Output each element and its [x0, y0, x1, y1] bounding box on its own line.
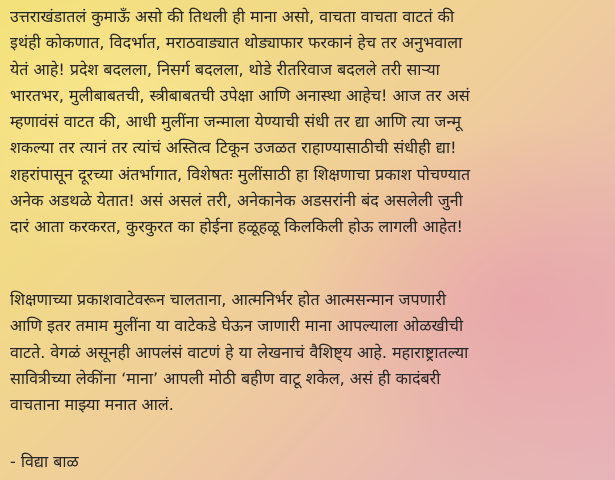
text-line: दारं आता करकरत, कुरकुरत का होईना हळूहळू किलकिली होऊ लागली आहेत!	[10, 217, 463, 237]
text-line: वाटते. वेगळं असूनही आपलंसं वाटणं हे या लेखनाचं वैशिष्ट्य आहे. महाराष्ट्रातल्या	[10, 342, 469, 362]
text-line: वाचताना माझ्या मनात आलं.	[10, 395, 174, 415]
text-line: सावित्रीच्या लेकींना ‘माना’ आपली मोठी बहीण वाटू शकेल, असं ही कादंबरी	[10, 368, 441, 388]
text-line: शकल्या तर त्यानं तर त्यांचं अस्तित्व टिकून उजळत राहाण्यासाठीची संधीही द्या!	[10, 138, 457, 158]
text-line: आणि इतर तमाम मुलींना या वाटेकडे घेऊन जाणारी माना आपल्याला ओळखीची	[10, 316, 464, 336]
text-line: उत्तराखंडातलं कुमाऊँ असो की तिथली ही माना असो, वाचता वाचता वाटतं की	[10, 7, 455, 26]
author-signature: - विद्या बाळ	[10, 452, 79, 471]
paragraph-2	[10, 287, 610, 418]
text-line: अनेक अडथळे येतात! असं असलं तरी, अनेकानेक अडसरांनी बंद असलेली जुनी	[10, 191, 463, 211]
text-line: शहरांपासून दूरच्या अंतर्भागात, विशेषतः मुलींसाठी हा शिक्षणाचा प्रकाश पोचण्यात	[10, 164, 471, 184]
text-line: येतं आहे! प्रदेश बदलला, निसर्ग बदलला, थोडे रीतरिवाज बदलले तरी साऱ्या	[10, 59, 440, 79]
paragraph-1	[10, 4, 610, 241]
text-line: भारतभर, मुलीबाबतची, स्त्रीबाबतची उपेक्षा आणि अनास्था आहेच! आज तर असं	[10, 85, 470, 105]
text-line: म्हणावंसं वाटत की, आधी मुलींना जन्माला येण्याची संधी तर द्या आणि त्या जन्मू	[10, 112, 462, 132]
text-line: इथंही कोकणात, विदर्भात, मराठवाड्यात थोड्याफार फरकानं हेच तर अनुभवाला	[10, 33, 463, 53]
text-line: शिक्षणाच्या प्रकाशवाटेवरून चालताना, आत्मनिर्भर होत आत्मसन्मान जपणारी	[10, 290, 447, 309]
